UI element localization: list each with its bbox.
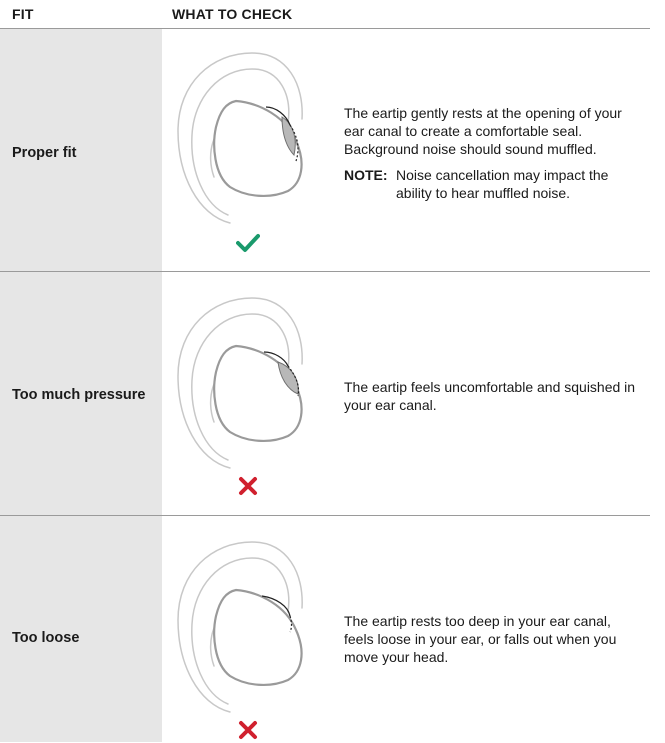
table-row-proper-fit xyxy=(0,29,650,272)
x-icon xyxy=(238,476,258,496)
fit-description: The eartip gently rests at the opening of your ear canal to create a comfortable seal. Background noise should sound muffled. xyxy=(344,105,622,157)
fit-description: The eartip rests too deep in your ear canal, feels loose in your ear, or falls out when you move your head. xyxy=(344,613,617,665)
x-icon xyxy=(238,720,258,740)
fit-label: Too much pressure xyxy=(12,387,146,403)
ear-illustration-too-much-pressure xyxy=(170,290,330,470)
note-text: Noise cancellation may impact the ability to hear muffled noise. xyxy=(396,167,609,201)
column-header-what-to-check: WHAT TO CHECK xyxy=(172,6,293,22)
check-icon xyxy=(236,233,260,253)
fit-label: Proper fit xyxy=(12,145,77,161)
fit-description: The eartip feels uncomfortable and squished in your ear canal. xyxy=(344,379,636,413)
table-row-too-loose xyxy=(0,516,650,742)
column-header-fit: FIT xyxy=(12,6,34,22)
fit-cell xyxy=(0,516,162,742)
ear-illustration-too-loose xyxy=(170,534,330,714)
fit-label: Too loose xyxy=(12,630,80,646)
table-row-too-much-pressure xyxy=(0,272,650,516)
ear-illustration-proper-fit xyxy=(170,45,330,225)
table-header xyxy=(0,0,650,29)
note-label: NOTE: xyxy=(344,167,388,183)
